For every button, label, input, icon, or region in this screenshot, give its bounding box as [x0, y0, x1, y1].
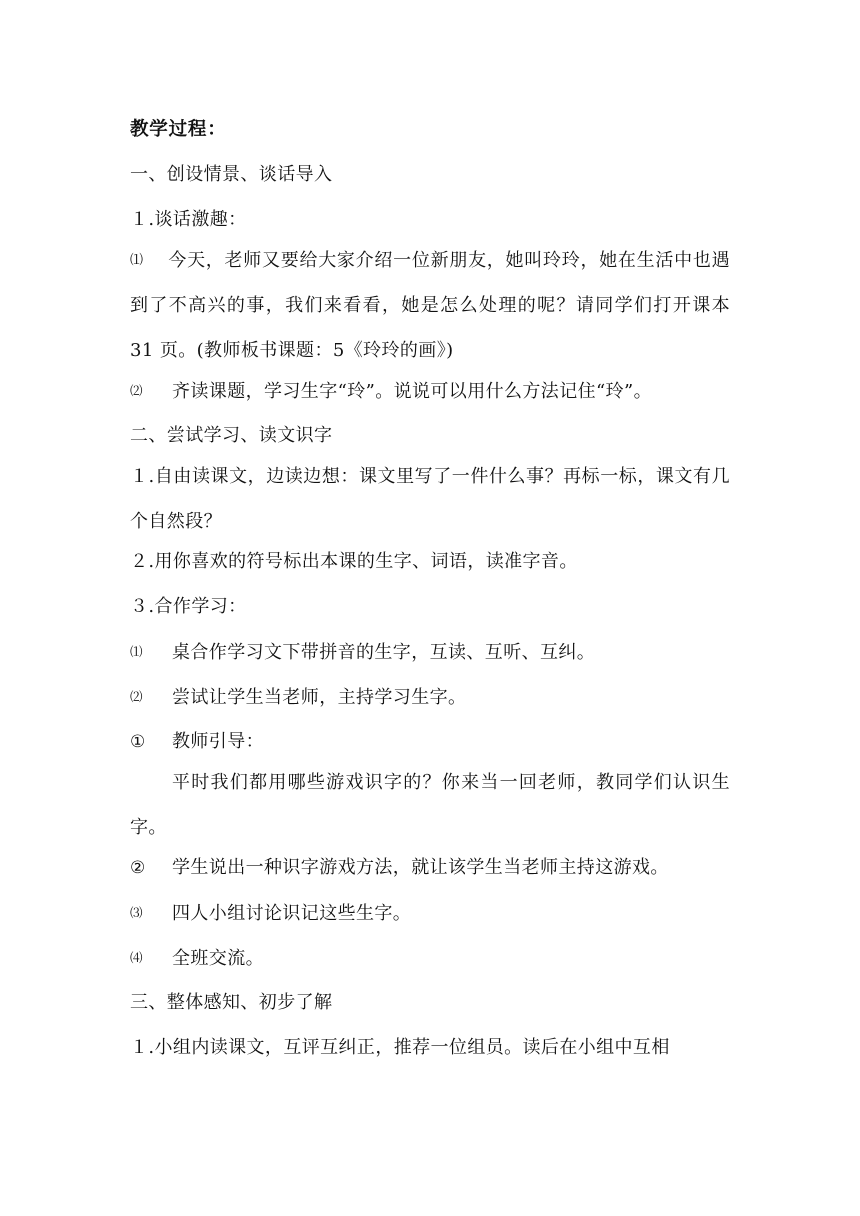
- section-2-sub-1: [130, 634, 730, 670]
- section-2-sub-3: [130, 895, 730, 931]
- paren-marker-2: ⑵: [130, 383, 143, 398]
- paren-marker-1: ⑴: [130, 253, 144, 268]
- sub-text: 尝试让学生当老师，主持学习生字。: [172, 687, 467, 708]
- paragraph-text: 齐读课题，学习生字“玲”。说说可以用什么方法记住“玲”。: [172, 381, 653, 402]
- sub-text: 四人小组讨论识记这些生字。: [172, 903, 412, 924]
- document-content: [130, 112, 730, 1075]
- section-2-sub-4: [130, 940, 730, 976]
- paren-marker-2: ⑵: [130, 689, 143, 704]
- circled-text: 学生说出一种识字游戏方法，就让该学生当老师主持这游戏。: [172, 857, 669, 878]
- paren-marker-1: ⑴: [130, 644, 143, 659]
- section-1-title: 一、创设情景、谈话导入: [130, 164, 333, 185]
- heading: 教学过程：: [130, 119, 227, 140]
- section-2-item-1: １.自由读课文，边读边想：课文里写了一件什么事？再标一标，课文有几个自然段？: [130, 466, 730, 532]
- section-2-title: 二、尝试学习、读文识字: [130, 425, 333, 446]
- section-1-paragraph-2: [130, 373, 730, 409]
- paren-marker-4: ⑷: [130, 950, 143, 965]
- section-1-paragraph-1: [130, 238, 730, 373]
- sub-text: 桌合作学习文下带拼音的生字，互读、互听、互纠。: [172, 642, 596, 663]
- section-2-circled-1: [130, 724, 730, 760]
- section-2-item-2: ２.用你喜欢的符号标出本课的生字、词语，读准字音。: [130, 551, 578, 572]
- section-2-circled-2: [130, 850, 730, 886]
- paren-marker-3: ⑶: [130, 905, 143, 920]
- circled-marker-2: ②: [130, 858, 146, 878]
- section-3-item-1: １.小组内读课文，互评互纠正，推荐一位组员。读后在小组中互相: [130, 1037, 670, 1058]
- sub-text: 全班交流。: [172, 948, 264, 969]
- circled-marker-1: ①: [130, 732, 146, 752]
- circled-text: 教师引导：: [172, 731, 264, 752]
- section-1-item-1: １.谈话激趣：: [130, 209, 247, 230]
- section-2-item-3: ３.合作学习：: [130, 596, 247, 617]
- section-2-sub-2: [130, 679, 730, 715]
- section-3-title: 三、整体感知、初步了解: [130, 992, 333, 1013]
- paragraph-text: 今天，老师又要给大家介绍一位新朋友，她叫玲玲，她在生活中也遇到了不高兴的事，我们来看看，她是怎么处理的呢？请同学们打开课本 31 页。(教师板书课题：5《玲玲的画》): [130, 250, 730, 361]
- section-2-circled-1-paragraph: 平时我们都用哪些游戏识字的？你来当一回老师，教同学们认识生字。: [130, 772, 730, 838]
